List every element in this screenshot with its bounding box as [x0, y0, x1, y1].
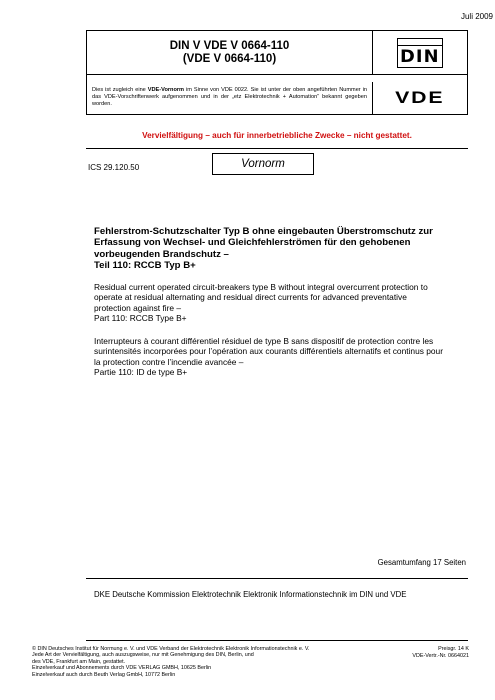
ics-code: ICS 29.120.50 — [88, 163, 140, 172]
title-line: Erfassung von Wechsel- und Gleichfehlerströmen für den gehobenen — [94, 237, 411, 249]
vde-note-suffix: im Sinne von VDE 0022. Sie ist unter der oben angeführten Nummer in das VDE-Vorschriftenwerk aufgenommen und in der „etz Elektrotechnik + Automation“ bekannt gegeben worden. — [92, 86, 367, 107]
din-logo-text: DIN — [400, 46, 440, 67]
title-line: Residual current operated circuit-breakers type B without integral overcurrent protection to — [94, 282, 428, 292]
copyright-footer — [32, 646, 412, 678]
title-line: Fehlerstrom-Schutzschalter Typ B ohne eingebauten Überstromschutz zur — [94, 226, 433, 237]
committee-name: DKE Deutsche Kommission Elektrotechnik Elektronik Informationstechnik im DIN und VDE — [94, 590, 407, 599]
divider — [86, 640, 468, 641]
price-group: Preisgr. 14 K — [438, 646, 469, 652]
footer-line: © DIN Deutsches Institut für Normung e. V. und VDE Verband der Elektrotechnik Elektronik Informationstechnik e. V. — [32, 646, 310, 652]
title-line: Teil 110: RCCB Typ B+ — [94, 260, 196, 272]
price-info — [412, 646, 469, 659]
title-line: Interrupteurs à courant différentiel résiduel de type B sans dispositif de protection contre les — [94, 336, 434, 346]
title-french — [94, 336, 474, 378]
vde-note — [87, 82, 373, 115]
title-line: Partie 110: ID de type B+ — [94, 367, 188, 378]
divider — [86, 148, 468, 149]
total-pages: Gesamtumfang 17 Seiten — [377, 558, 466, 567]
title-line: Part 110: RCCB Type B+ — [94, 313, 187, 324]
vde-logo-cell — [373, 82, 467, 115]
divider — [86, 578, 468, 579]
title-line: vorbeugenden Brandschutz – — [94, 248, 229, 260]
document-header — [86, 30, 468, 115]
copy-warning: Vervielfältigung – auch für innerbetriebliche Zwecke – nicht gestattet. — [142, 131, 412, 140]
title-line: surintensités incorporées pour l’opération aux courants différentiels alternatifs et continus pour — [94, 346, 444, 357]
title-line: protection against fire – — [94, 302, 182, 313]
vde-note-bold: VDE-Vornorm — [147, 86, 185, 93]
footer-line: Einzelverkauf auch durch Beuth Verlag GmbH, 10772 Berlin — [32, 671, 176, 678]
standard-number: DIN V VDE V 0664-110 — [169, 39, 290, 52]
order-number: VDE-Vertr.-Nr. 0664021 — [412, 652, 469, 659]
footer-line: Jede Art der Vervielfältigung, auch auszugsweise, nur mit Genehmigung des DIN, Berlin, und — [32, 652, 254, 659]
title-line: la protection contre l’incendie avancée – — [94, 356, 244, 367]
vde-number: (VDE V 0664-110) — [182, 52, 277, 65]
din-logo — [397, 38, 443, 68]
footer-line: Einzelverkauf und Abonnements durch VDE VERLAG GMBH, 10625 Berlin — [32, 665, 212, 672]
footer-line: des VDE, Frankfurt am Main, gestattet. — [32, 658, 126, 665]
title-german — [94, 226, 474, 272]
vde-note-prefix: Dies ist zugleich eine — [92, 86, 148, 93]
vde-logo: VDE — [395, 87, 445, 107]
din-logo-cell — [373, 31, 467, 75]
standard-number-block — [87, 31, 373, 75]
title-english — [94, 282, 474, 324]
publication-date: Juli 2009 — [460, 12, 493, 21]
title-line: operate at residual alternating and residual direct currents for advanced preventative — [94, 292, 407, 303]
document-stage: Vornorm — [212, 153, 314, 175]
